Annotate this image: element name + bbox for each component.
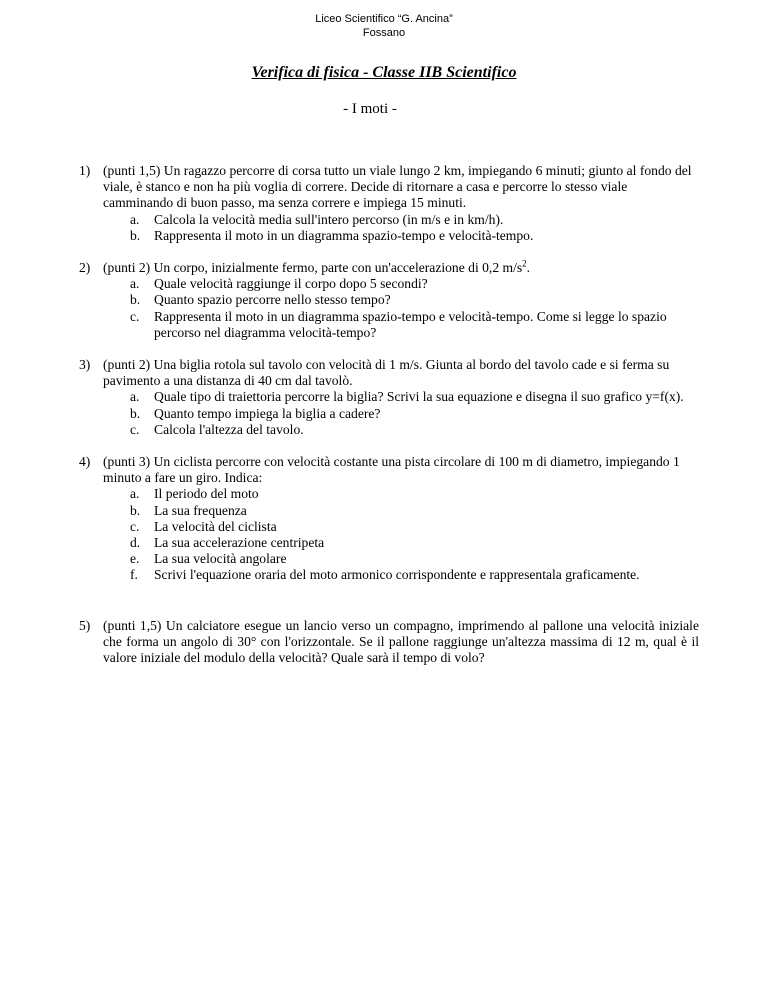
sub-question (103, 276, 699, 292)
sub-question (103, 422, 699, 438)
sub-question (103, 486, 699, 502)
page-title: Verifica di fisica - Classe IIB Scientifico (251, 64, 517, 81)
sub-question-text: La sua frequenza (154, 502, 247, 518)
sub-question-list (103, 276, 699, 341)
sub-question (103, 406, 699, 422)
sub-question-text: Quale velocità raggiunge il corpo dopo 5 secondi? (154, 276, 428, 292)
sub-question-text: La sua velocità angolare (154, 551, 287, 567)
page-subtitle: - I moti - (343, 101, 397, 117)
sub-question-text: Calcola l'altezza del tavolo. (154, 421, 304, 437)
question-number: 3) (79, 357, 91, 373)
sub-question-letter: d. (130, 535, 141, 551)
question-text: (punti 2) Una biglia rotola sul tavolo con velocità di 1 m/s. Giunta al bordo del tavolo cade e si ferma su pavimento a una distanza di 40 cm dal tavolò. (103, 357, 670, 389)
school-name: Liceo Scientifico “G. Ancina” (315, 13, 453, 25)
sub-question (103, 309, 699, 341)
question-3 (79, 357, 699, 438)
question-text-main: (punti 2) Un corpo, inizialmente fermo, parte con un'accelerazione di 0,2 m/s (103, 260, 523, 276)
sub-question-letter: f. (130, 567, 138, 583)
sub-question-letter: b. (130, 292, 141, 308)
question-2 (79, 260, 699, 341)
sub-question (103, 292, 699, 308)
sub-question-letter: e. (130, 551, 140, 567)
sub-question-text: Rappresenta il moto in un diagramma spazio-tempo e velocità-tempo. Come si legge lo spazio percorso nel diagramma velocità-tempo? (154, 308, 667, 340)
superscript: 2 (522, 258, 527, 269)
sub-question-text: Quale tipo di traiettoria percorre la biglia? Scrivi la sua equazione e disegna il suo grafico y=f(x). (154, 389, 684, 405)
sub-question-list (103, 486, 699, 583)
sub-question-letter: c. (130, 308, 140, 324)
sub-question (103, 228, 699, 244)
question-5 (79, 618, 699, 667)
question-text: (punti 3) Un ciclista percorre con velocità costante una pista circolare di 100 m di diametro, impiegando 1 minuto a fare un giro. Indica: (103, 454, 680, 486)
question-number: 1) (79, 163, 91, 178)
sub-question (103, 503, 699, 519)
sub-question-text: La velocità del ciclista (154, 518, 277, 534)
question-text: (punti 1,5) Un ragazzo percorre di corsa tutto un viale lungo 2 km, impiegando 6 minuti; giunto al fondo del viale, è stanco e non ha più voglia di correre. Decide di ritornare a casa e percorre lo stesso viale camminando di buon passo, ma senza correre e impiega 15 minuti. (103, 163, 692, 211)
sub-question-letter: a. (130, 211, 140, 227)
sub-question-letter: b. (130, 227, 141, 243)
sub-question-list (103, 212, 699, 244)
sub-question-letter: a. (130, 389, 140, 405)
question-number: 2) (79, 260, 91, 276)
sub-question-text: Calcola la velocità media sull'intero percorso (in m/s e in km/h). (154, 211, 504, 227)
sub-question-letter: a. (130, 276, 140, 292)
sub-question-text: Il periodo del moto (154, 486, 259, 502)
school-header (0, 12, 768, 40)
question-1 (79, 163, 699, 244)
question-list (79, 163, 699, 682)
sub-question-letter: c. (130, 518, 140, 534)
question-text (103, 260, 699, 276)
sub-question (103, 567, 699, 583)
sub-question (103, 389, 699, 405)
sub-question-text: Rappresenta il moto in un diagramma spazio-tempo e velocità-tempo. (154, 227, 534, 243)
sub-question-list (103, 389, 699, 438)
sub-question-text: Quanto spazio percorre nello stesso tempo? (154, 292, 391, 308)
sub-question (103, 519, 699, 535)
sub-question-text: Scrivi l'equazione oraria del moto armonico corrispondente e rappresentala graficamente. (154, 567, 640, 583)
sub-question (103, 212, 699, 228)
sub-question-letter: b. (130, 502, 141, 518)
question-number: 4) (79, 454, 91, 470)
question-text-end: . (526, 260, 531, 276)
question-text: (punti 1,5) Un calciatore esegue un lancio verso un compagno, imprimendo al pallone una velocità iniziale che forma un angolo di 30° con l'orizzontale. Se il pallone raggiunge un'altezza massima di 12 m, qual è il valore iniziale del modulo della velocità? Quale sarà il tempo di volo? (103, 617, 699, 666)
sub-question-text: Quanto tempo impiega la biglia a cadere? (154, 405, 381, 421)
sub-question-letter: c. (130, 421, 140, 437)
sub-question-letter: a. (130, 486, 140, 502)
question-number: 5) (79, 617, 91, 633)
question-4 (79, 454, 699, 584)
school-city: Fossano (362, 27, 406, 39)
sub-question-text: La sua accelerazione centripeta (154, 535, 325, 551)
sub-question (103, 535, 699, 551)
sub-question (103, 551, 699, 567)
sub-question-letter: b. (130, 405, 141, 421)
